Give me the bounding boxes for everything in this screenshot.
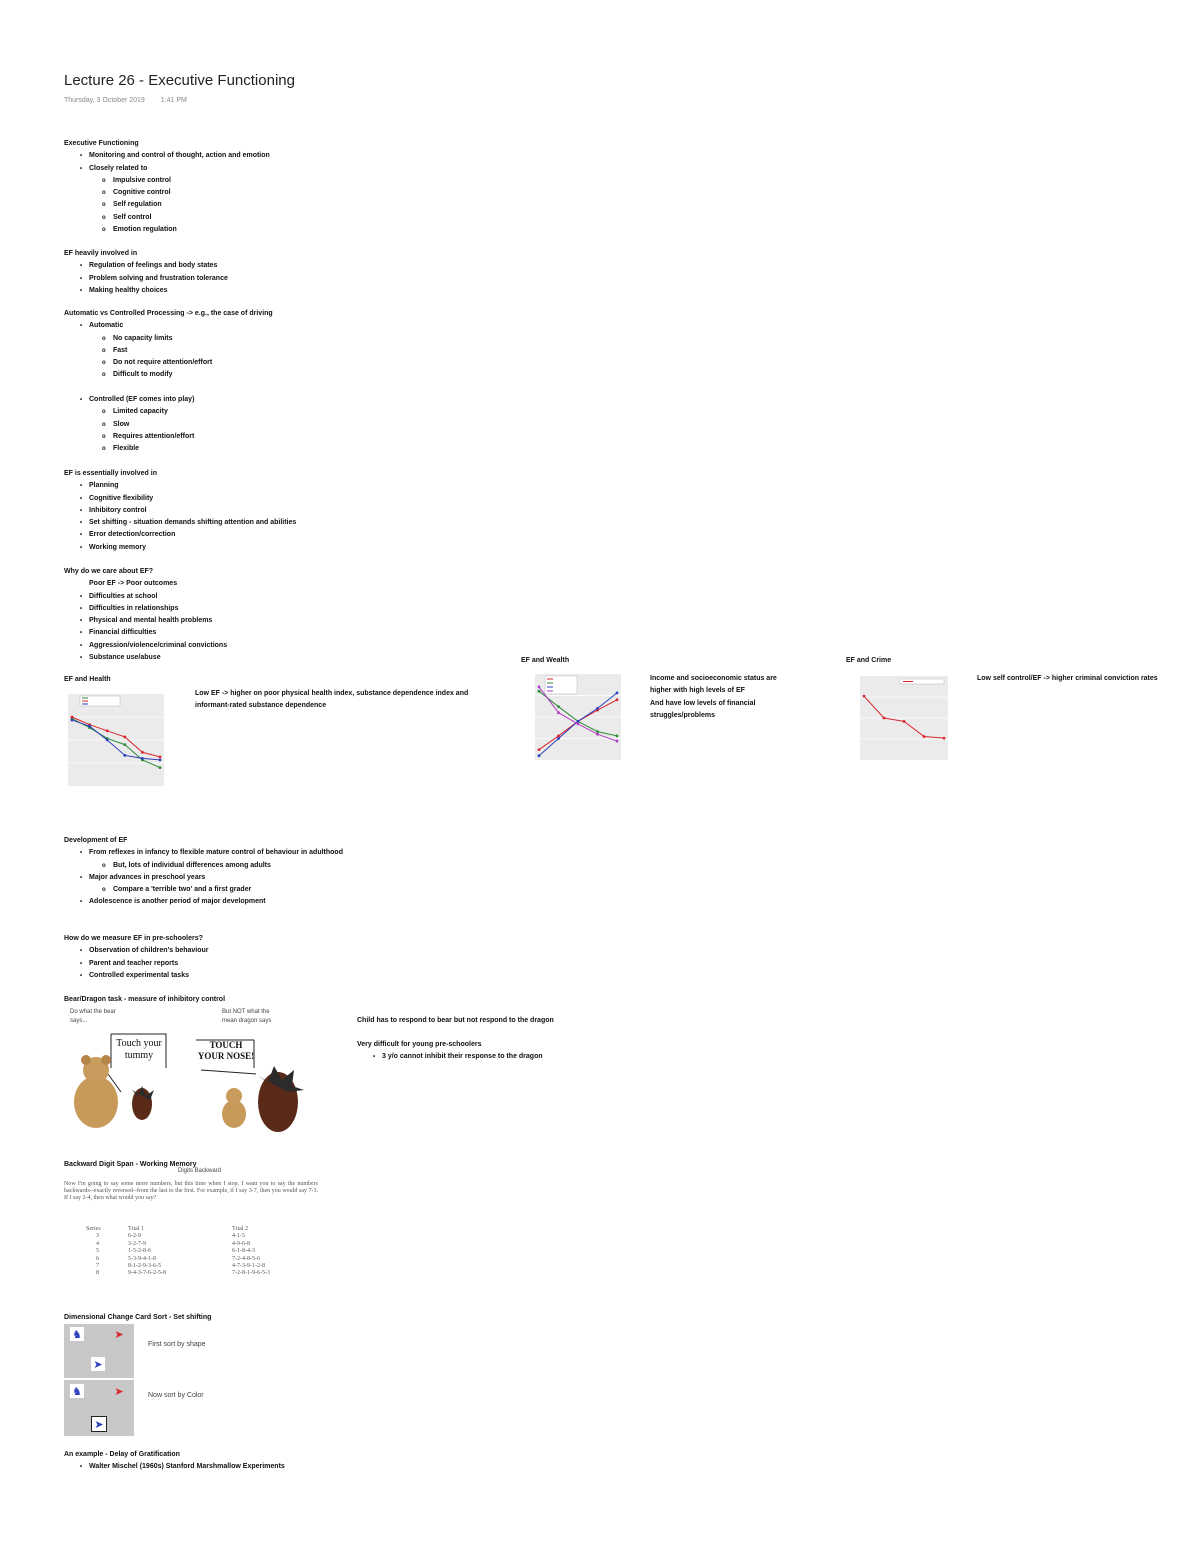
list-item: • Substance use/abuse [64,652,227,664]
table-cell: 7-2-4-8-5-6 [232,1255,260,1262]
list-item: • Cognitive flexibility [64,493,296,505]
list-item: • Set shifting - situation demands shifting attention and abilities [64,517,296,529]
data-point [923,735,926,738]
list-item: o Requires attention/effort [64,431,273,443]
list-item: o But, lots of individual differences among adults [64,860,343,872]
column-header: Trial 1 [128,1226,144,1232]
list-item: • Major advances in preschool years [64,872,343,884]
table-cell: 6 [96,1255,99,1262]
measure-heading: How do we measure EF in pre-schoolers? [64,935,203,942]
dccs-card-2 [64,1380,134,1436]
delay-section [64,1449,285,1474]
bear-note-group [357,1039,543,1064]
list-item: • Physical and mental health problems [64,615,227,627]
table-cell: 5 [96,1248,99,1255]
development-heading: Development of EF [64,837,128,844]
list-item: o Cognitive control [64,187,270,199]
car-icon: ➤ [114,1385,124,1398]
page-date: Thursday, 3 October 2019 [64,97,145,104]
why-section [64,566,227,664]
data-point [596,733,599,736]
table-cell: 1-5-2-8-6 [128,1248,151,1255]
data-point [616,735,619,738]
digit-table [86,1226,270,1278]
list-item: o Emotion regulation [64,224,270,236]
data-point [159,766,162,769]
list-item: o Self regulation [64,199,270,211]
caption-line: But NOT what the [222,1009,270,1015]
list-item: o Limited capacity [64,406,273,418]
data-point [88,725,91,728]
list-item: • Aggression/violence/criminal convictions [64,640,227,652]
table-row [86,1256,270,1263]
dccs-heading: Dimensional Change Card Sort - Set shifting [64,1314,212,1321]
car-icon: ➤ [114,1328,124,1341]
list-item: • Automatic [64,320,273,332]
column-header: Series [86,1226,101,1232]
dccs-first-label: First sort by shape [148,1341,206,1348]
wealth-note-line: And have low levels of financial [650,699,756,707]
data-point [557,735,560,738]
delay-heading: An example - Delay of Gratification [64,1451,180,1458]
table-cell: 4-7-3-9-1-2-8 [232,1263,265,1270]
data-point [557,711,560,714]
bear-icon [74,1076,118,1128]
wealth-note-line: Income and socioeconomic status are [650,675,777,682]
data-point [596,730,599,733]
crime-note: Low self control/EF -> higher criminal conviction rates [977,675,1158,682]
digit-heading: Backward Digit Span - Working Memory [64,1161,197,1168]
data-point [71,719,74,722]
crime-chart [846,670,956,770]
dccs-card-1 [64,1324,134,1378]
list-item: • Financial difficulties [64,627,227,639]
table-row [86,1270,270,1277]
rabbit-icon: ♞ [70,1384,84,1398]
data-point [538,686,541,689]
wealth-label: EF and Wealth [521,657,570,664]
wealth-note-line: higher with high levels of EF [650,687,745,695]
list-item: • Adolescence is another period of major development [64,896,343,908]
why-subheading: Poor EF -> Poor outcomes [89,580,178,588]
health-label: EF and Health [64,676,111,683]
list-item: • Error detection/correction [64,529,296,541]
data-point [141,757,144,760]
data-point [141,751,144,754]
table-cell: 6-2-9 [128,1233,141,1240]
table-cell: 4-1-5 [232,1233,245,1240]
car-icon: ➤ [91,1416,107,1432]
data-point [863,695,866,698]
caption-line: mean dragon says [222,1018,272,1024]
rabbit-icon: ♞ [70,1327,84,1341]
data-point [123,754,126,757]
list-item: • Monitoring and control of thought, action and emotion [64,150,270,162]
list-item: o Fast [64,345,273,357]
list-item: o Difficult to modify [64,369,273,381]
table-cell: 8 [96,1270,99,1277]
wealth-note [650,673,830,722]
data-point [903,720,906,723]
data-point [616,692,619,695]
heavily-section [64,248,228,297]
list-item: • From reflexes in infancy to flexible mature control of behaviour in adulthood [64,847,343,859]
data-point [538,690,541,693]
bear-note-1: Child has to respond to bear but not respond to the dragon [357,1017,554,1024]
data-point [106,739,109,742]
bear-note-2: Very difficult for young pre-schoolers [357,1041,482,1048]
data-point [557,705,560,708]
list-item: o Compare a 'terrible two' and a first grader [64,884,343,896]
table-cell: 3-2-7-9 [128,1240,146,1247]
list-item: • Observation of children's behaviour [64,945,209,957]
ef-section [64,138,270,236]
list-item: • Regulation of feelings and body states [64,260,228,272]
list-item: • Parent and teacher reports [64,958,209,970]
essential-heading: EF is essentially involved in [64,470,157,477]
list-item: • Closely related to [64,163,270,175]
data-point [616,698,619,701]
digit-instructions: Now I'm going to say some more numbers, but this time when I stop, I want you to say the numbers backwards--exactly reversed--from the last to the first. For example, if I say 3-7, then you would say 7-3. If I say 2-4, then what would you say? [64,1181,318,1202]
table-cell: 8-1-2-9-3-6-5 [128,1263,161,1270]
list-item: • Making healthy choices [64,285,228,297]
crime-label: EF and Crime [846,657,892,664]
auto-section [64,308,273,456]
bear-caption-right [222,1008,271,1026]
auto-heading: Automatic vs Controlled Processing -> e.g., the case of driving [64,310,273,317]
list-item: o Impulsive control [64,175,270,187]
list-item: o Slow [64,419,273,431]
table-cell: 7 [96,1263,99,1270]
table-cell: 5-3-9-4-1-8 [128,1255,156,1262]
data-point [577,720,580,723]
table-cell: 7-2-8-1-9-6-5-3 [232,1270,270,1277]
data-point [159,759,162,762]
table-row [86,1263,270,1270]
dccs-now-label: Now sort by Color [148,1392,204,1399]
list-item: • Controlled (EF comes into play) [64,394,273,406]
column-header: Trial 2 [232,1226,248,1232]
table-row [86,1241,270,1248]
list-item: o Self control [64,212,270,224]
list-item: o Do not require attention/effort [64,357,273,369]
list-item: • Planning [64,480,296,492]
ef-heading: Executive Functioning [64,140,139,147]
page-time: 1:41 PM [160,97,187,104]
table-cell: 6-1-8-4-3 [232,1248,255,1255]
wealth-chart [521,670,625,772]
dragon-speech-bubble: TOUCH YOUR NOSE! [197,1040,255,1061]
measure-section [64,933,209,982]
bear-heading: Bear/Dragon task - measure of inhibitory control [64,996,226,1003]
data-point [883,717,886,720]
heavily-heading: EF heavily involved in [64,250,138,257]
list-item: • 3 y/o cannot inhibit their response to the dragon [357,1051,543,1063]
list-item: • Difficulties at school [64,591,227,603]
data-point [71,716,74,719]
data-point [557,737,560,740]
page-meta [64,97,201,104]
list-item: • Difficulties in relationships [64,603,227,615]
wealth-note-line: struggles/problems [650,711,715,719]
essential-section [64,468,296,554]
table-header [86,1226,270,1233]
list-item: • Controlled experimental tasks [64,970,209,982]
list-item: • Inhibitory control [64,505,296,517]
data-point [616,740,619,743]
list-item: • Problem solving and frustration tolerance [64,273,228,285]
table-row [86,1248,270,1255]
why-heading: Why do we care about EF? [64,568,154,575]
table-cell: 4 [96,1240,99,1247]
data-point [106,729,109,732]
bear-caption-left [70,1008,116,1026]
data-point [538,754,541,757]
car-icon: ➤ [91,1357,105,1371]
data-point [123,743,126,746]
health-note: Low EF -> higher on poor physical health index, substance dependence index and informant-rated substance dependence [195,690,469,710]
table-row [86,1233,270,1240]
caption-line: Do what the bear [70,1009,116,1015]
list-item: • Walter Mischel (1960s) Stanford Marshmallow Experiments [64,1461,285,1473]
development-section [64,835,343,909]
bear-speech-bubble: Touch your tummy [116,1038,162,1061]
table-cell: 9-4-3-7-6-2-5-8 [128,1270,166,1277]
page-title: Lecture 26 - Executive Functioning [64,72,295,89]
data-point [577,722,580,725]
health-chart [64,688,168,798]
digit-subheading: Digits Backward [178,1168,222,1174]
data-point [123,736,126,739]
table-cell: 3 [96,1233,99,1240]
list-item: o No capacity limits [64,333,273,345]
table-cell: 4-9-6-8 [232,1240,250,1247]
list-item: • Working memory [64,542,296,554]
bear-small-icon [222,1100,246,1128]
list-item: o Flexible [64,443,273,455]
caption-line: says... [70,1018,88,1024]
data-point [538,748,541,751]
data-point [943,737,946,740]
data-point [159,755,162,758]
data-point [596,707,599,710]
